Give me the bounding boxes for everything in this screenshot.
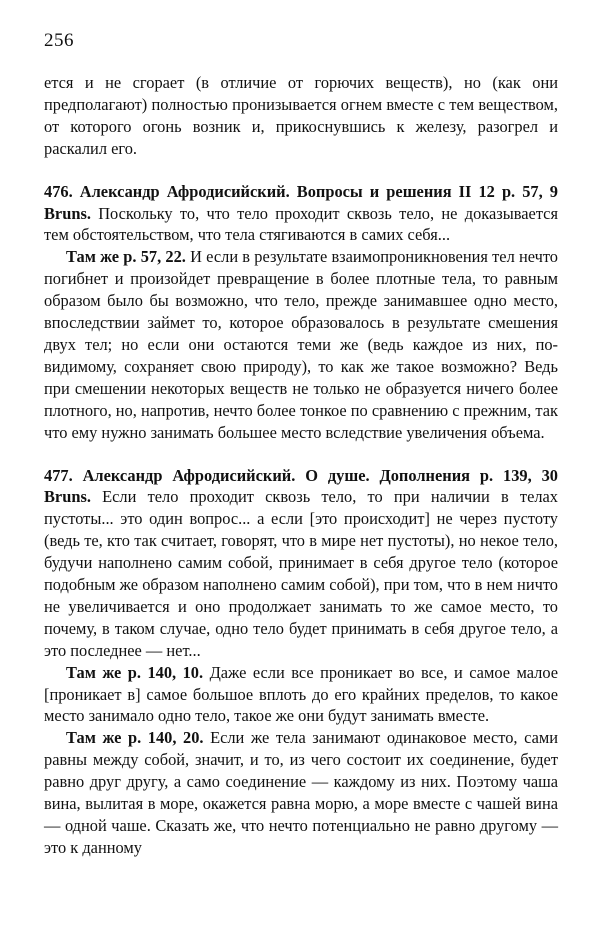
- entry-text: Даже если все проникает во все, и самое малое [проникает в] самое большое вплоть до его крайних пределов, то какое место занимало одно тело, такое же они будут занимать вместе.: [44, 662, 558, 726]
- entry-reference: Там же р. 140, 10.: [66, 662, 204, 682]
- entry-reference: Там же р. 57, 22.: [66, 247, 186, 267]
- entry-reference: Там же р. 140, 20.: [66, 728, 204, 748]
- entry-477-sub1: [44, 662, 558, 728]
- entry-text: И если в результате взаимопроникновения тел нечто погибнет и произойдет превращение в более плотные тела, то равным образом было бы возможно, что тело, прежде занимавшее одно место, впоследствии займет то, которое образовалось в результате смешения двух тел; но если они остаются теми же (ведь каждое из них, по-видимому, сохраняет свою природу), то как же такое возможно? Ведь при смешении некоторых веществ не только не образуется ничего более плотного, но, напротив, нечто более тонкое по сравнению с прежним, так что ему нужно занимать большее место вследствие увеличения объема.: [44, 247, 558, 442]
- paragraph-text: ется и не сгорает (в отличие от горючих веществ), но (как они предполагают) полностью пронизывается огнем вместе с тем веществом, от которого огонь возник и, прикоснувшись к железу, разогрел и раскалил его.: [44, 73, 558, 158]
- entry-text: Если тело проходит сквозь тело, то при наличии в телах пустоты... это один вопрос... а если [это происходит] не через пустоту (ведь те, кто так считает, говорят, что в мире нет пустоты), но некое тело, будучи наполнено самим собой, принимает в себя другое тело (которое подобным же образом наполнено самим собой), при том, что в нем ничто не увеличивается и оно продолжает занимать то же самое место, то почему, в таком случае, одно тело будет принимать в себя другое тело, а это последнее — нет...: [44, 487, 558, 660]
- entry-text: Если же тела занимают одинаковое место, сами равны между собой, значит, и то, из чего состоит их соединение, будет равно друг другу, а само соединение — каждому из них. Поэтому чаша вина, вылитая в море, окажется равна морю, а море вместе с чашей вина — одной чаше. Сказать же, что нечто потенциально не равно другому — это к данному: [44, 728, 558, 857]
- entry-477-sub2: [44, 727, 558, 858]
- paragraph-continuation: [44, 72, 558, 160]
- entry-reference: 477. Александр Афродисийский. О душе. Дополнения р. 139, 30 Bruns.: [44, 465, 558, 507]
- entry-476: [44, 181, 558, 247]
- body-text: [44, 72, 558, 859]
- entry-text: Поскольку то, что тело проходит сквозь тело, не доказывается тем обстоятельством, что тела стягиваются в самих себя...: [44, 203, 558, 245]
- page-number: 256: [44, 30, 74, 51]
- entry-reference: 476. Александр Афродисийский. Вопросы и решения II 12 р. 57, 9 Bruns.: [44, 181, 558, 223]
- entry-477: [44, 465, 558, 662]
- entry-476-sub1: [44, 246, 558, 443]
